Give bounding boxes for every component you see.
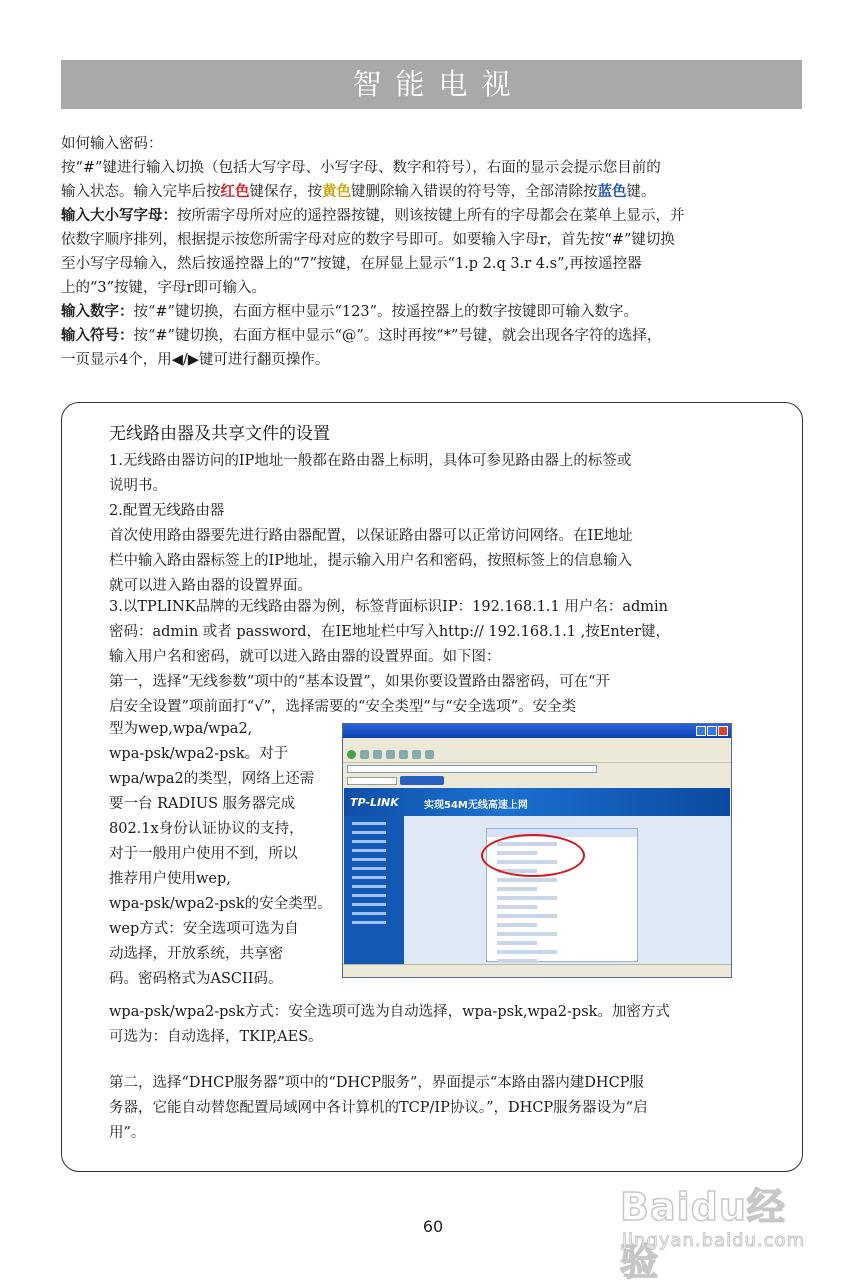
- body-line: wpa-psk/wpa2-psk。对于: [109, 746, 289, 762]
- forward-icon: [360, 750, 369, 759]
- paragraph-line: 按“#”键进行输入切换（包括大写字母、小写字母、数字和符号），右面的显示会提示您目前的: [61, 160, 661, 176]
- body-line: wpa/wpa2的类型，网络上还需: [109, 771, 315, 787]
- browser-titlebar: [343, 724, 731, 738]
- links-bar: [343, 774, 731, 787]
- maximize-icon: [707, 726, 717, 736]
- window-buttons: [696, 726, 728, 736]
- favorites-icon: [425, 750, 434, 759]
- security-settings-highlight: [481, 834, 585, 877]
- body-line: 用”。: [109, 1125, 146, 1141]
- body-line: wpa-psk/wpa2-psk方式：安全选项可选为自动选择，wpa-psk,wpa2-psk。加密方式: [109, 1004, 670, 1020]
- search-icon: [412, 750, 421, 759]
- paragraph-line: 一页显示4个，用◀/▶键可进行翻页操作。: [61, 352, 330, 368]
- page-title-bar: [61, 60, 802, 109]
- body-line: 密码：admin 或者 password，在IE地址栏中写入http:// 192.168.1.1 ,按Enter键，: [109, 624, 670, 640]
- numbers-label: 输入数字：: [61, 304, 134, 320]
- body-line: 可选为：自动选择，TKIP,AES。: [109, 1029, 323, 1045]
- baidu-watermark: [616, 1158, 821, 1280]
- box-title: 无线路由器及共享文件的设置: [109, 424, 330, 444]
- body-line: 要一台 RADIUS 服务器完成: [109, 796, 296, 812]
- back-icon: [347, 750, 356, 759]
- search-field: [347, 777, 397, 785]
- symbols-label: 输入符号：: [61, 328, 134, 344]
- box-body-step3: [109, 595, 749, 720]
- router-config-screenshot: [342, 723, 732, 978]
- tplink-logo: TP-LINK: [350, 796, 399, 809]
- body-line: 首次使用路由器要先进行路由器配置，以保证路由器可以正常访问网络。在IE地址: [109, 528, 633, 544]
- body-line: 务器，它能自动替您配置局域网中各计算机的TCP/IP协议。”，DHCP服务器设为“启: [109, 1100, 648, 1116]
- body-line: 802.1x身份认证协议的支持，: [109, 821, 304, 837]
- letters-label: 输入大小写字母：: [61, 208, 177, 224]
- body-line: 动选择，开放系统，共享密: [109, 946, 283, 962]
- stop-icon: [373, 750, 382, 759]
- blue-key-label: 蓝色: [597, 184, 627, 200]
- watermark-url: jingyan.baidu.com: [622, 1230, 806, 1251]
- paragraph-line: 依数字顺序排列，根据提示按您所需字母对应的数字号即可。如要输入字母r，首先按“#”键切换: [61, 232, 675, 248]
- paragraph-line: 输入状态。输入完毕后按红色键保存，按黄色键删除输入错误的符号等，全部清除按蓝色键。: [61, 184, 656, 200]
- browser-statusbar: [343, 964, 731, 977]
- home-icon: [399, 750, 408, 759]
- paragraph-line: 至小写字母输入，然后按遥控器上的“7”按键，在屏显上显示“1.p 2.q 3.r 4.s”,再按遥控器: [61, 256, 642, 272]
- body-line: 启安全设置”项前面打“√”，选择需要的“安全类型”与“安全选项”。安全类: [109, 699, 577, 715]
- body-line: 就可以进入路由器的设置界面。: [109, 578, 312, 594]
- page-title: 智能电视: [352, 67, 525, 101]
- yellow-key-label: 黄色: [322, 184, 351, 200]
- body-line: 对于一般用户使用不到，所以: [109, 846, 298, 862]
- box-body-dhcp: [109, 1071, 749, 1146]
- page-number: 60: [422, 1217, 444, 1236]
- body-line: 型为wep,wpa/wpa2,: [109, 721, 253, 737]
- search-button: [400, 776, 444, 785]
- router-slogan: 实现54M无线高速上网: [424, 800, 528, 811]
- red-key-label: 红色: [220, 184, 250, 200]
- paragraph-line: 输入数字：按“#”键切换，右面方框中显示“123”。按遥控器上的数字按键即可输入数字。: [61, 304, 638, 320]
- body-line: 码。密码格式为ASCII码。: [109, 971, 283, 987]
- address-bar: [343, 763, 731, 774]
- browser-menubar: [343, 738, 731, 747]
- browser-toolbar: [343, 747, 731, 763]
- body-line: 第一，选择“无线参数”项中的“基本设置”，如果你要设置路由器密码，可在“开: [109, 674, 611, 690]
- refresh-icon: [386, 750, 395, 759]
- body-line: 栏中输入路由器标签上的IP地址，提示输入用户名和密码，按照标签上的信息输入: [109, 553, 632, 569]
- router-nav-menu: [344, 816, 404, 965]
- paragraph-line: 上的“3”按键，字母r即可输入。: [61, 280, 266, 296]
- body-line: 第二，选择“DHCP服务器”项中的“DHCP服务”，界面提示“本路由器内建DHCP服: [109, 1075, 644, 1091]
- box-body-wpa: [109, 1000, 749, 1050]
- body-line: 1.无线路由器访问的IP地址一般都在路由器上标明，具体可参见路由器上的标签或: [109, 453, 632, 469]
- minimize-icon: [696, 726, 706, 736]
- address-field: [347, 765, 597, 773]
- body-line: 3.以TPLINK品牌的无线路由器为例，标签背面标识IP：192.168.1.1 用户名：admin: [109, 599, 669, 615]
- body-line: 输入用户名和密码，就可以进入路由器的设置界面。如下图：: [109, 649, 501, 665]
- section-heading: 如何输入密码：: [61, 136, 163, 152]
- body-line: 2.配置无线路由器: [109, 503, 225, 519]
- body-line: 说明书。: [109, 478, 167, 494]
- paragraph-line: 输入大小写字母：按所需字母所对应的遥控器按键，则该按键上所有的字母都会在菜单上显示，并: [61, 208, 685, 224]
- router-banner: [344, 788, 730, 816]
- watermark-logo: Baidu经验: [620, 1185, 786, 1280]
- security-type-text: [109, 717, 341, 992]
- password-instructions: [61, 132, 805, 372]
- close-icon: [718, 726, 728, 736]
- paragraph-line: 输入符号：按“#”键切换，右面方框中显示“@”。这时再按“*”号键，就会出现各字符的选择，: [61, 328, 662, 344]
- box-body-upper: [109, 449, 749, 599]
- body-line: wep方式：安全选项可选为自: [109, 921, 299, 937]
- body-line: 推荐用户使用wep,: [109, 871, 231, 887]
- body-line: wpa-psk/wpa2-psk的安全类型。: [109, 896, 332, 912]
